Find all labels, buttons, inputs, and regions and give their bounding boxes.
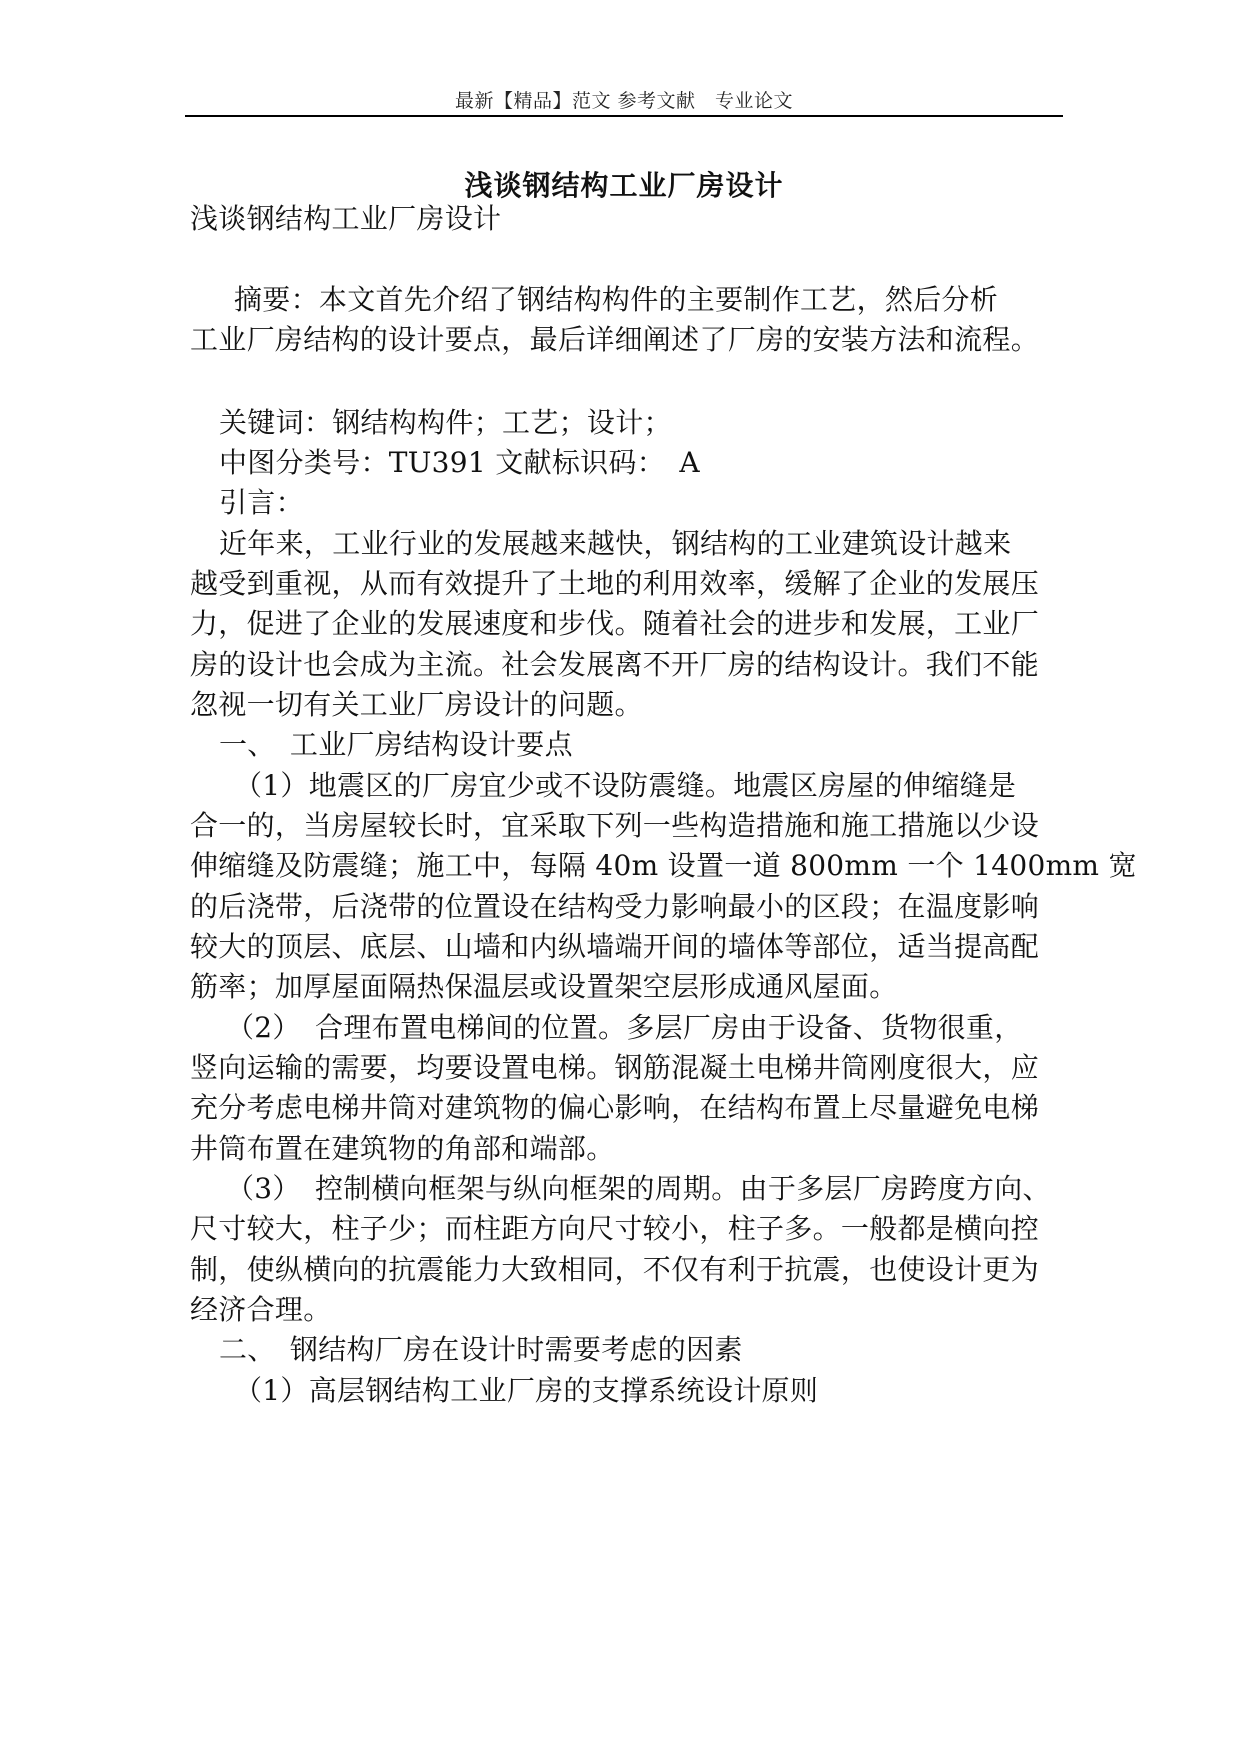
keywords-line: 关键词：钢结构构件；工艺；设计； bbox=[219, 406, 672, 439]
paragraph-line: （1）地震区的厂房宜少或不设防震缝。地震区房屋的伸缩缝是 bbox=[234, 769, 1017, 802]
document-title: 浅谈钢结构工业厂房设计 bbox=[464, 169, 784, 202]
paragraph-line: 筋率；加厚屋面隔热保温层或设置架空层形成通风屋面。 bbox=[190, 970, 898, 1003]
section-heading: 一、 工业厂房结构设计要点 bbox=[219, 728, 573, 761]
page-header: 最新【精品】范文 参考文献 专业论文 bbox=[454, 90, 794, 112]
paragraph-line: 合一的，当房屋较长时，宜采取下列一些构造措施和施工措施以少设 bbox=[190, 809, 1040, 842]
intro-heading: 引言： bbox=[219, 486, 304, 519]
paragraph-line: 近年来，工业行业的发展越来越快，钢结构的工业建筑设计越来 bbox=[219, 527, 1012, 560]
paragraph-line: 力，促进了企业的发展速度和步伐。随着社会的进步和发展，工业厂 bbox=[190, 607, 1040, 640]
paragraph-line: 伸缩缝及防震缝；施工中，每隔 40m 设置一道 800mm 一个 1400mm 宽 bbox=[190, 849, 1137, 882]
paragraph-line: 充分考虑电梯井筒对建筑物的偏心影响，在结构布置上尽量避免电梯 bbox=[190, 1091, 1040, 1124]
paragraph-line: 较大的顶层、底层、山墙和内纵墙端开间的墙体等部位，适当提高配 bbox=[190, 930, 1040, 963]
paragraph-line: 制，使纵横向的抗震能力大致相同，不仅有利于抗震，也使设计更为 bbox=[190, 1253, 1040, 1286]
abstract-line: 摘要：本文首先介绍了钢结构构件的主要制作工艺，然后分析 bbox=[234, 283, 999, 316]
paragraph-line: （3） 控制横向框架与纵向框架的周期。由于多层厂房跨度方向、 bbox=[226, 1172, 1051, 1205]
subsection-heading: （1）高层钢结构工业厂房的支撑系统设计原则 bbox=[234, 1374, 819, 1407]
classification-line: 中图分类号：TU391 文献标识码： A bbox=[219, 446, 700, 479]
paragraph-line: 经济合理。 bbox=[190, 1293, 332, 1326]
paragraph-line: 竖向运输的需要，均要设置电梯。钢筋混凝土电梯井筒刚度很大，应 bbox=[190, 1051, 1040, 1084]
paragraph-line: （2） 合理布置电梯间的位置。多层厂房由于设备、货物很重， bbox=[226, 1011, 1023, 1044]
header-rule bbox=[185, 115, 1063, 117]
paragraph-line: 房的设计也会成为主流。社会发展离不开厂房的结构设计。我们不能 bbox=[190, 648, 1040, 681]
section-heading: 二、 钢结构厂房在设计时需要考虑的因素 bbox=[219, 1333, 743, 1366]
paragraph-line: 尺寸较大，柱子少；而柱距方向尺寸较小，柱子多。一般都是横向控 bbox=[190, 1212, 1040, 1245]
paragraph-line: 忽视一切有关工业厂房设计的问题。 bbox=[190, 688, 643, 721]
paragraph-line: 的后浇带，后浇带的位置设在结构受力影响最小的区段；在温度影响 bbox=[190, 890, 1040, 923]
subtitle-line: 浅谈钢结构工业厂房设计 bbox=[190, 202, 502, 235]
paragraph-line: 井筒布置在建筑物的角部和端部。 bbox=[190, 1132, 615, 1165]
abstract-line: 工业厂房结构的设计要点，最后详细阐述了厂房的安装方法和流程。 bbox=[190, 323, 1040, 356]
paragraph-line: 越受到重视，从而有效提升了土地的利用效率，缓解了企业的发展压 bbox=[190, 567, 1040, 600]
